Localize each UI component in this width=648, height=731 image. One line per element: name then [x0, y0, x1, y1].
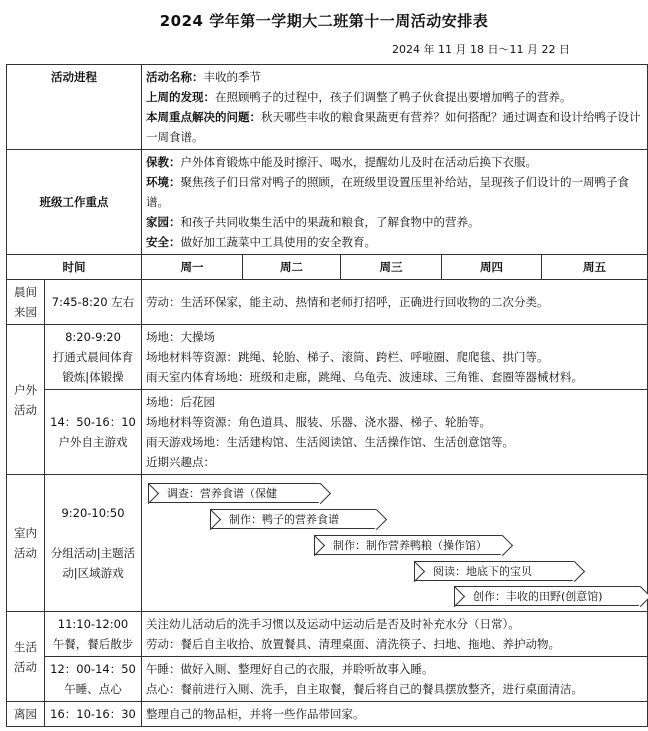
home-value: 和孩子共同收集生活中的果蔬和粮食，了解食物中的营养。 [180, 215, 480, 229]
arrival-label: 晨间来园 [7, 280, 45, 325]
outdoor-afternoon-time: 14：50-16：10 [50, 415, 136, 429]
nap-time-cell [45, 657, 142, 702]
lunch-time: 11:10-12:00 [57, 617, 129, 631]
day-header-fri: 周五 [542, 255, 648, 280]
env-label: 环境： [146, 175, 181, 189]
nap-time: 12：00-14：50 [50, 662, 136, 676]
discovery-label: 上周的发现： [146, 90, 215, 104]
nap-line: 午睡：做好入厕、整理好自己的衣服，并聆听故事入睡。 [146, 662, 434, 676]
outdoor-afternoon-line: 场地材料等资源：角色道具、服装、乐器、浇水器、梯子、轮胎等。 [146, 415, 491, 429]
outdoor-afternoon-line: 近期兴趣点： [146, 455, 215, 469]
progress-row [7, 65, 648, 150]
day-header-thu: 周四 [442, 255, 542, 280]
progress-content [142, 65, 648, 150]
flow-step-recipe: 制作：鸭子的营养食谱 [210, 509, 376, 529]
lunch-content [142, 612, 648, 657]
name-value: 丰收的季节 [203, 70, 261, 84]
schedule-table [6, 64, 648, 727]
indoor-flow [142, 475, 648, 612]
indoor-label: 室内活动 [7, 475, 45, 612]
arrival-row [7, 280, 648, 325]
focus-content [142, 150, 648, 255]
life-nap-row [7, 657, 648, 702]
day-header-mon: 周一 [142, 255, 243, 280]
care-label: 保教： [146, 155, 181, 169]
env-value: 聚焦孩子们日常对鸭子的照顾，在班级里设置压里补给站，呈现孩子们设计的一周鸭子食谱。 [146, 175, 629, 209]
outdoor-morning-row [7, 325, 648, 390]
leave-content: 整理自己的物品柜，并将一些作品带回家。 [142, 702, 648, 727]
date-range: 2024 年 11 月 18 日～11 月 22 日 [392, 43, 570, 56]
indoor-row [7, 475, 648, 612]
problem-value: 秋天哪些丰收的粮食果蔬更有营养？如何搭配？通过调查和设计给鸭子设计一周食谱。 [146, 110, 641, 144]
name-label: 活动名称： [146, 70, 204, 84]
outdoor-morning-line: 场地材料等资源：跳绳、轮胎、梯子、滚筒、跨栏、呼啦圈、爬爬毯、拱门等。 [146, 350, 549, 364]
nap-content [142, 657, 648, 702]
flow-step-create: 创作：丰收的田野(创意馆) [454, 586, 640, 606]
outdoor-label: 户外活动 [7, 325, 45, 475]
lunch-desc: 午餐，餐后散步 [52, 637, 134, 651]
lunch-line: 劳动：餐后自主收拾、放置餐具、清理桌面、清洗筷子、扫地、拖地、养护动物。 [146, 637, 560, 651]
leave-time: 16：10-16：30 [45, 702, 142, 727]
outdoor-morning-line: 场地：大操场 [146, 330, 215, 344]
outdoor-morning-time: 8:20-9:20 [65, 330, 121, 344]
safety-label: 安全： [146, 235, 181, 249]
outdoor-afternoon-content [142, 390, 648, 475]
flow-step-reading: 阅读：地底下的宝贝 [414, 561, 574, 581]
care-value: 户外体育锻炼中能及时擦汗、喝水，提醒幼儿及时在活动后换下衣服。 [180, 155, 537, 169]
discovery-value: 在照顾鸭子的过程中，孩子们调整了鸭子伙食提出要增加鸭子的营养。 [215, 90, 572, 104]
indoor-desc: 分组活动|主题活动|区域游戏 [50, 546, 136, 580]
outdoor-afternoon-row [7, 390, 648, 475]
day-header-tue: 周二 [243, 255, 341, 280]
outdoor-morning-time-cell [45, 325, 142, 390]
flow-step-research: 调查：营养食谱（保健 [148, 483, 320, 503]
outdoor-afternoon-time-cell [45, 390, 142, 475]
indoor-time-cell [45, 475, 142, 612]
outdoor-morning-content [142, 325, 648, 390]
focus-label: 班级工作重点 [7, 150, 142, 255]
indoor-time: 9:20-10:50 [61, 506, 125, 520]
outdoor-morning-desc: 打通式晨间体育锻炼|体锻操 [52, 350, 134, 384]
flow-step-make-feed: 制作：制作营养鸭粮（操作馆） [314, 535, 502, 555]
safety-value: 做好加工蔬菜中工具使用的安全教育。 [180, 235, 376, 249]
outdoor-afternoon-line: 雨天游戏场地：生活建构馆、生活阅读馆、生活操作馆、生活创意馆等。 [146, 435, 514, 449]
lunch-time-cell [45, 612, 142, 657]
focus-row [7, 150, 648, 255]
nap-desc: 午睡、点心 [64, 682, 122, 696]
day-header-wed: 周三 [341, 255, 442, 280]
arrival-content: 劳动：生活环保家，能主动、热情和老师打招呼，正确进行回收物的二次分类。 [142, 280, 648, 325]
page-title: 2024 学年第一学期大二班第十一周活动安排表 [159, 12, 489, 30]
home-label: 家园： [146, 215, 181, 229]
time-header: 时间 [7, 255, 142, 280]
lunch-line: 关注幼儿活动后的洗手习惯以及运动中运动后是否及时补充水分（日常）。 [146, 617, 520, 631]
progress-label: 活动进程 [7, 65, 142, 150]
problem-label: 本周重点解决的问题： [146, 110, 261, 124]
nap-line: 点心：餐前进行入厕、洗手，自主取餐，餐后将自己的餐具摆放整齐，进行桌面清洁。 [146, 682, 583, 696]
outdoor-morning-line: 雨天室内体育场地：班级和走廊，跳绳、乌龟壳、波速球、三角锥、套圈等器械材料。 [146, 370, 583, 384]
life-label: 生活活动 [7, 612, 45, 702]
leave-label: 离园 [7, 702, 45, 727]
arrival-time: 7:45-8:20 左右 [45, 280, 142, 325]
leave-row [7, 702, 648, 727]
life-lunch-row [7, 612, 648, 657]
outdoor-afternoon-line: 场地：后花园 [146, 395, 215, 409]
weekday-header-row [7, 255, 648, 280]
outdoor-afternoon-desc: 户外自主游戏 [58, 435, 128, 449]
